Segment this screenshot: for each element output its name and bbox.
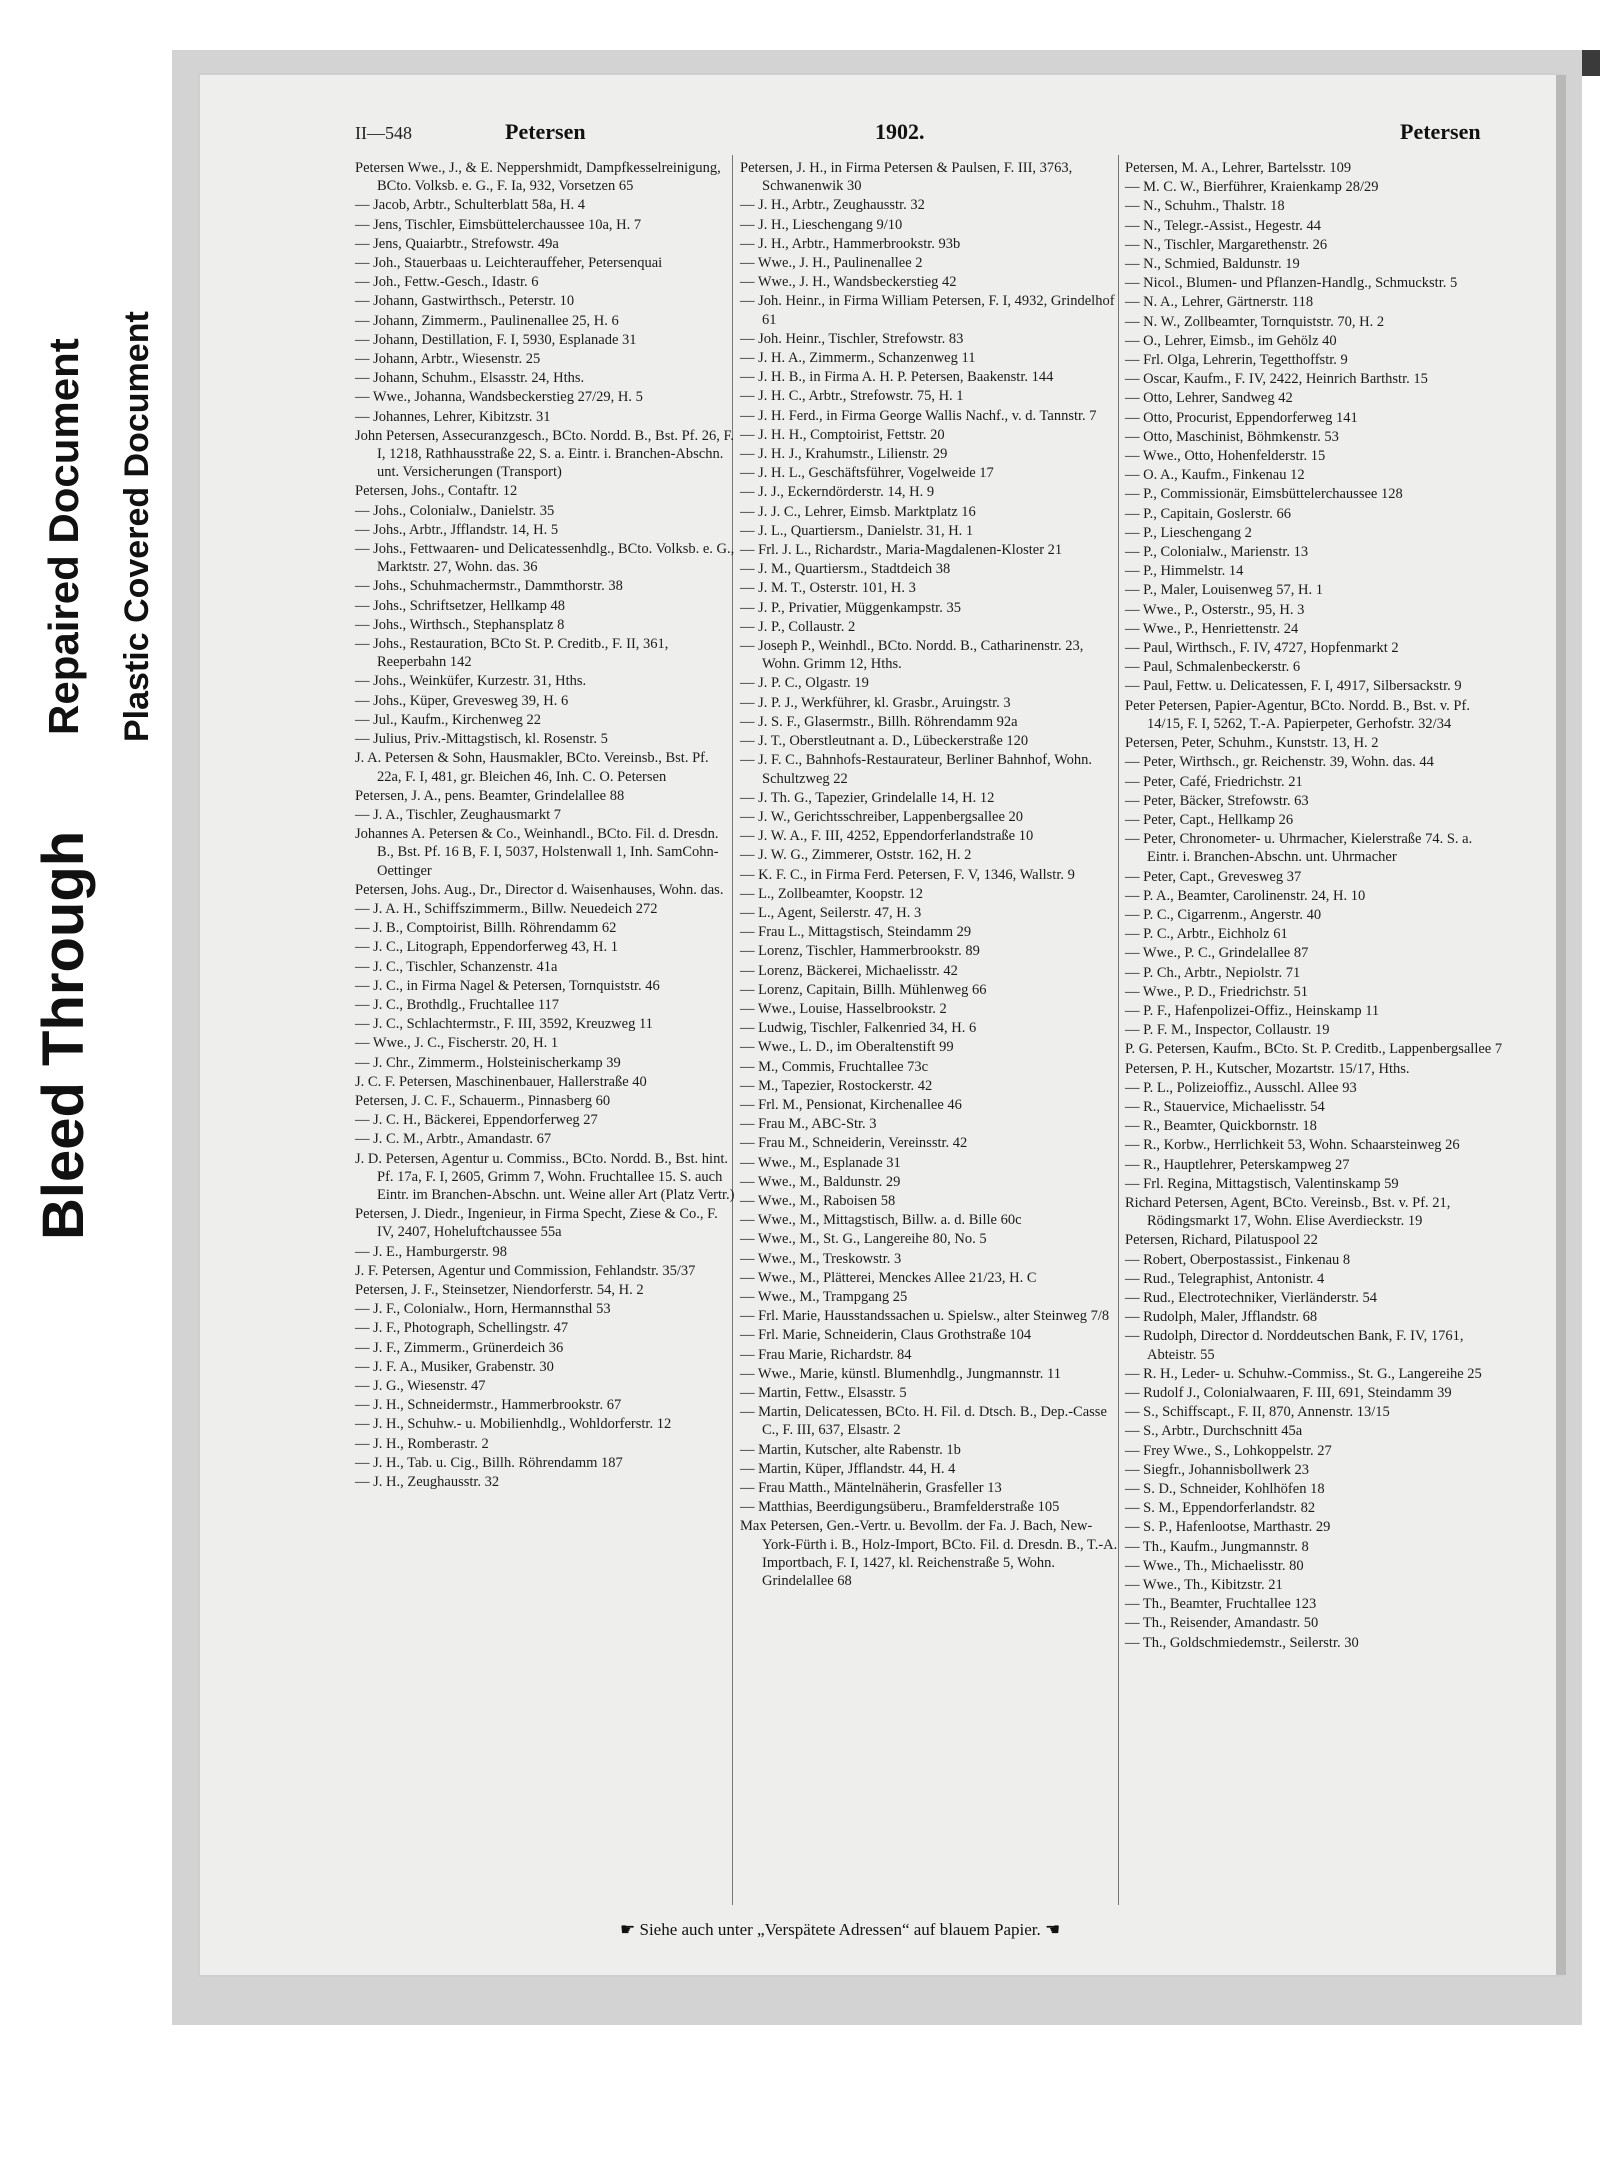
directory-entry: — J. J. C., Lehrer, Eimsb. Marktplatz 16	[740, 503, 976, 520]
directory-entry: — J. C., Brothdlg., Fruchtallee 117	[355, 996, 560, 1013]
directory-entry: — Johann, Destillation, F. I, 5930, Esplanade 31	[355, 331, 637, 348]
directory-entry: — P. C., Arbtr., Eichholz 61	[1125, 926, 1288, 943]
directory-entry: — Ludwig, Tischler, Falkenried 34, H. 6	[740, 1020, 977, 1037]
directory-entry: — Johs., Restauration, BCto St. P. Creditb., F. II, 361, Reeperbahn 142	[355, 636, 669, 671]
directory-entry: — J. H. H., Comptoirist, Fettstr. 20	[740, 426, 945, 443]
directory-entry: — Jens, Tischler, Eimsbüttelerchaussee 10a, H. 7	[355, 216, 642, 233]
directory-entry: — N. A., Lehrer, Gärtnerstr. 118	[1125, 294, 1314, 311]
directory-entry: Petersen, P. H., Kutscher, Mozartstr. 15/17, Hths.	[1125, 1060, 1410, 1077]
directory-entry: — J. E., Hamburgerstr. 98	[355, 1243, 507, 1260]
directory-entry: — M. C. W., Bierführer, Kraienkamp 28/29	[1125, 179, 1379, 196]
directory-entry: Petersen, J. Diedr., Ingenieur, in Firma Specht, Ziese & Co., F. IV, 2407, Hoheluftchaussee 55a	[355, 1206, 718, 1241]
directory-entry: — J. T., Oberstleutnant a. D., Lübeckerstraße 120	[740, 733, 1029, 750]
directory-entry: Petersen, J. F., Steinsetzer, Niendorferstr. 54, H. 2	[355, 1281, 644, 1298]
directory-entry: — J. W., Gerichtsschreiber, Lappenbergsallee 20	[740, 808, 1024, 825]
directory-entry: — R., Korbw., Herrlichkeit 53, Wohn. Schaarsteinweg 26	[1125, 1137, 1460, 1154]
directory-entry: — Johs., Arbtr., Jfflandstr. 14, H. 5	[355, 521, 559, 538]
directory-entry: — J. H., Zeughausstr. 32	[355, 1474, 500, 1491]
directory-entry: — Wwe., M., Baldunstr. 29	[740, 1173, 901, 1190]
directory-entry: — Th., Kaufm., Jungmannstr. 8	[1125, 1538, 1309, 1555]
directory-entry: — Joseph P., Weinhdl., BCto. Nordd. B., Catharinenstr. 23, Wohn. Grimm 12, Hths.	[740, 638, 1084, 673]
directory-entry: J. C. F. Petersen, Maschinenbauer, Hallerstraße 40	[355, 1073, 647, 1090]
directory-entry: — J. P. C., Olgastr. 19	[740, 675, 869, 692]
directory-entry: — Frl. M., Pensionat, Kirchenallee 46	[740, 1096, 962, 1113]
directory-entry: — P. C., Cigarrenm., Angerstr. 40	[1125, 906, 1322, 923]
directory-entry: — R., Stauervice, Michaelisstr. 54	[1125, 1098, 1325, 1115]
directory-entry: — Peter, Wirthsch., gr. Reichenstr. 39, Wohn. das. 44	[1125, 754, 1434, 771]
header-name-left: Petersen	[505, 119, 586, 144]
directory-entry: — Wwe., Otto, Hohenfelderstr. 15	[1125, 448, 1326, 465]
directory-entry: — S., Schiffscapt., F. II, 870, Annenstr. 13/15	[1125, 1404, 1390, 1421]
directory-entry: Petersen, Johs. Aug., Dr., Director d. Waisenhauses, Wohn. das.	[355, 881, 724, 898]
directory-entry: J. D. Petersen, Agentur u. Commiss., BCto. Nordd. B., Bst. hint. Pf. 17a, F. I, 2605, Grimm 7, Wohn. Fruchtallee 15. S. auch Eintr. im Branchen-Abschn. unt. Weine aller Art (Platz Vertr.)	[355, 1150, 735, 1203]
directory-entry: — Frl. Olga, Lehrerin, Tegetthoffstr. 9	[1125, 352, 1348, 369]
directory-entry: — P. Ch., Arbtr., Nepiolstr. 71	[1125, 964, 1301, 981]
directory-entry: — P. F. M., Inspector, Collaustr. 19	[1125, 1022, 1330, 1039]
directory-entry: — Johs., Küper, Grevesweg 39, H. 6	[355, 692, 569, 709]
header-name-right: Petersen	[1400, 119, 1481, 144]
directory-entry: — N., Schuhm., Thalstr. 18	[1125, 198, 1285, 215]
directory-entry: — Wwe., Louise, Hasselbrookstr. 2	[740, 1000, 947, 1017]
directory-page	[200, 75, 1560, 1975]
directory-entry: — N., Schmied, Baldunstr. 19	[1125, 256, 1300, 273]
directory-entry: — M., Commis, Fruchtallee 73c	[740, 1058, 929, 1075]
directory-entry: — Robert, Oberpostassist., Finkenau 8	[1125, 1251, 1351, 1268]
directory-entry: — Johann, Zimmerm., Paulinenallee 25, H. 6	[355, 312, 619, 329]
directory-entry: — Wwe., M., Treskowstr. 3	[740, 1250, 902, 1267]
directory-entry: — Wwe., Th., Michaelisstr. 80	[1125, 1557, 1304, 1574]
directory-entry: — J. P., Privatier, Müggenkampstr. 35	[740, 599, 961, 616]
directory-column-3	[1125, 159, 1505, 1653]
directory-entry: — J. Th. G., Tapezier, Grindelalle 14, H. 12	[740, 789, 995, 806]
directory-entry: J. A. Petersen & Sohn, Hausmakler, BCto. Vereinsb., Bst. Pf. 22a, F. I, 481, gr. Bleichen 46, Inh. C. O. Petersen	[355, 750, 709, 785]
directory-entry: — P., Capitain, Goslerstr. 66	[1125, 505, 1291, 522]
directory-entry: — J. H. Ferd., in Firma George Wallis Nachf., v. d. Tannstr. 7	[740, 407, 1097, 424]
directory-entry: — Johann, Gastwirthsch., Peterstr. 10	[355, 293, 575, 310]
directory-entry: Petersen, M. A., Lehrer, Bartelsstr. 109	[1125, 160, 1352, 176]
directory-entry: — Wwe., P., Osterstr., 95, H. 3	[1125, 601, 1305, 618]
directory-entry: — J. H., Arbtr., Hammerbrookstr. 93b	[740, 235, 961, 252]
directory-entry: — Th., Goldschmiedemstr., Seilerstr. 30	[1125, 1634, 1359, 1651]
directory-entry: — J. W. A., F. III, 4252, Eppendorferlandstraße 10	[740, 828, 1034, 845]
directory-entry: — J. B., Comptoirist, Billh. Röhrendamm 62	[355, 920, 617, 937]
directory-entry: — Frl. Marie, Hausstandssachen u. Spielsw., alter Steinweg 7/8	[740, 1308, 1110, 1325]
directory-entry: — L., Zollbeamter, Koopstr. 12	[740, 885, 924, 902]
directory-entry: — Johs., Schuhmachermstr., Dammthorstr. 38	[355, 578, 623, 595]
directory-entry: — Wwe., Johanna, Wandsbeckerstieg 27/29, H. 5	[355, 389, 643, 406]
directory-entry: — Frau M., Schneiderin, Vereinsstr. 42	[740, 1135, 968, 1152]
directory-entry: — S. M., Eppendorferlandstr. 82	[1125, 1500, 1316, 1517]
directory-entry: — Wwe., P. C., Grindelallee 87	[1125, 945, 1309, 962]
directory-entry: — J. M., Quartiersm., Stadtdeich 38	[740, 561, 951, 578]
directory-entry: — Frau L., Mittagstisch, Steindamm 29	[740, 924, 972, 941]
directory-entry: — J. W. G., Zimmerer, Oststr. 162, H. 2	[740, 847, 972, 864]
directory-entry: — M., Tapezier, Rostockerstr. 42	[740, 1077, 933, 1094]
directory-entry: J. F. Petersen, Agentur und Commission, Fehlandstr. 35/37	[355, 1262, 696, 1279]
directory-entry: — Rud., Telegraphist, Antonistr. 4	[1125, 1270, 1325, 1287]
directory-entry: — Lorenz, Tischler, Hammerbrookstr. 89	[740, 943, 980, 960]
page-number: II—548	[355, 123, 412, 143]
directory-entry: — Wwe., J. H., Wandsbeckerstieg 42	[740, 274, 957, 291]
directory-entry: — J. P., Collaustr. 2	[740, 618, 856, 635]
directory-entry: — J. H., Lieschengang 9/10	[740, 216, 903, 233]
directory-entry: — Johannes, Lehrer, Kibitzstr. 31	[355, 408, 551, 425]
directory-entry: — Th., Beamter, Fruchtallee 123	[1125, 1596, 1317, 1613]
directory-entry: — Johann, Schuhm., Elsasstr. 24, Hths.	[355, 370, 585, 387]
directory-entry: — J. H. A., Zimmerm., Schanzenweg 11	[740, 350, 976, 367]
directory-entry: Max Petersen, Gen.-Vertr. u. Bevollm. der Fa. J. Bach, New-York-Fürth i. B., Holz-Import, BCto. Fil. d. Dresdn. B., T.-A. Importbach, F. I, 1427, kl. Reichenstraße 5, Wohn. Grindelallee 68	[740, 1518, 1118, 1590]
directory-entry: — J. F., Zimmerm., Grünerdeich 36	[355, 1339, 564, 1356]
directory-entry: — J. H. J., Krahumstr., Lilienstr. 29	[740, 446, 948, 463]
directory-column-1	[355, 159, 735, 1492]
directory-entry: — R., Hauptlehrer, Peterskampweg 27	[1125, 1156, 1350, 1173]
directory-entry: — J. C., in Firma Nagel & Petersen, Tornquiststr. 46	[355, 977, 660, 994]
directory-entry: — Johs., Wirthsch., Stephansplatz 8	[355, 616, 565, 633]
directory-entry: — J. S. F., Glasermstr., Billh. Röhrendamm 92a	[740, 713, 1018, 730]
directory-entry: — Peter, Capt., Hellkamp 26	[1125, 811, 1294, 828]
directory-entry: — Siegfr., Johannisbollwerk 23	[1125, 1461, 1310, 1478]
directory-entry: — Nicol., Blumen- und Pflanzen-Handlg., Schmuckstr. 5	[1125, 275, 1458, 292]
directory-entry: Petersen, Richard, Pilatuspool 22	[1125, 1232, 1318, 1249]
directory-column-2	[740, 159, 1120, 1591]
directory-entry: — J. A. H., Schiffszimmerm., Billw. Neuedeich 272	[355, 900, 658, 917]
directory-entry: Petersen Wwe., J., & E. Neppershmidt, Dampfkesselreinigung, BCto. Volksb. e. G., F. Ia, 932, Vorsetzen 65	[355, 160, 721, 195]
directory-entry: — Wwe., P., Henriettenstr. 24	[1125, 620, 1299, 637]
directory-entry: — Jens, Quaiarbtr., Strefowstr. 49a	[355, 235, 559, 252]
directory-entry: — Frau M., ABC-Str. 3	[740, 1116, 877, 1133]
directory-entry: — J. C. M., Arbtr., Amandastr. 67	[355, 1131, 552, 1148]
header-year: 1902.	[875, 119, 925, 144]
directory-entry: — P. A., Beamter, Carolinenstr. 24, H. 10	[1125, 887, 1366, 904]
directory-entry: — Lorenz, Capitain, Billh. Mühlenweg 66	[740, 981, 987, 998]
annotation-labels	[0, 0, 170, 1400]
directory-entry: — J. C., Tischler, Schanzenstr. 41a	[355, 958, 558, 975]
directory-entry: — O. A., Kaufm., Finkenau 12	[1125, 467, 1305, 484]
directory-entry: — R. H., Leder- u. Schuhw.-Commiss., St. G., Langereihe 25	[1125, 1365, 1482, 1382]
directory-entry: — Paul, Fettw. u. Delicatessen, F. I, 4917, Silbersackstr. 9	[1125, 678, 1462, 695]
directory-entry: — Wwe., J. C., Fischerstr. 20, H. 1	[355, 1035, 559, 1052]
directory-entry: — Otto, Lehrer, Sandweg 42	[1125, 390, 1293, 407]
directory-entry: — J. H., Schneidermstr., Hammerbrookstr. 67	[355, 1397, 622, 1414]
directory-entry: — R., Beamter, Quickbornstr. 18	[1125, 1118, 1317, 1135]
directory-entry: — J. F. C., Bahnhofs-Restaurateur, Berliner Bahnhof, Wohn. Schultzweg 22	[740, 752, 1093, 787]
directory-entry: — Wwe., Marie, künstl. Blumenhdlg., Jungmannstr. 11	[740, 1365, 1061, 1382]
directory-entry: — N., Tischler, Margarethenstr. 26	[1125, 236, 1328, 253]
directory-entry: Johannes A. Petersen & Co., Weinhandl., BCto. Fil. d. Dresdn. B., Bst. Pf. 16 B, F. I, 5037, Holstenwall 1, Inh. SamCohn-Oettinger	[355, 826, 719, 879]
directory-entry: — J. L., Quartiersm., Danielstr. 31, H. 1	[740, 522, 974, 539]
directory-entry: Petersen, Johs., Contaftr. 12	[355, 483, 518, 500]
directory-entry: — Otto, Maschinist, Böhmkenstr. 53	[1125, 428, 1339, 445]
label-plastic-covered-document: Plastic Covered Document	[118, 311, 156, 742]
directory-entry: — Frl. J. L., Richardstr., Maria-Magdalenen-Kloster 21	[740, 542, 1063, 559]
directory-entry: — Lorenz, Bäckerei, Michaelisstr. 42	[740, 962, 958, 979]
directory-entry: — S. P., Hafenlootse, Marthastr. 29	[1125, 1519, 1331, 1536]
directory-entry: P. G. Petersen, Kaufm., BCto. St. P. Creditb., Lappenbergsallee 7	[1125, 1041, 1503, 1058]
directory-entry: — Frl. Marie, Schneiderin, Claus Grothstraße 104	[740, 1327, 1032, 1344]
directory-entry: — Joh. Heinr., in Firma William Petersen, F. I, 4932, Grindelhof 61	[740, 293, 1115, 328]
directory-entry: — J. H., Romberastr. 2	[355, 1435, 489, 1452]
directory-entry: — Peter, Chronometer- u. Uhrmacher, Kielerstraße 74. S. a. Eintr. i. Branchen-Abschn. unt. Uhrmacher	[1125, 831, 1473, 866]
directory-entry: — J. M. T., Osterstr. 101, H. 3	[740, 580, 916, 597]
directory-entry: — Peter, Capt., Grevesweg 37	[1125, 868, 1302, 885]
directory-entry: — Peter, Café, Friedrichstr. 21	[1125, 773, 1303, 790]
directory-entry: Petersen, J. C. F., Schauerm., Pinnasberg 60	[355, 1092, 611, 1109]
directory-entry: — J. F., Photograph, Schellingstr. 47	[355, 1320, 569, 1337]
directory-entry: — Jacob, Arbtr., Schulterblatt 58a, H. 4	[355, 197, 585, 214]
directory-entry: — Th., Reisender, Amandastr. 50	[1125, 1615, 1319, 1632]
directory-entry: — Peter, Bäcker, Strefowstr. 63	[1125, 792, 1309, 809]
directory-entry: — Oscar, Kaufm., F. IV, 2422, Heinrich Barthstr. 15	[1125, 371, 1428, 388]
footer-note: ☛ Siehe auch unter „Verspätete Adressen“ auf blauem Papier. ☚	[620, 1920, 1061, 1939]
directory-entry: — L., Agent, Seilerstr. 47, H. 3	[740, 904, 922, 921]
directory-entry: — Wwe., M., Mittagstisch, Billw. a. d. Bille 60c	[740, 1212, 1022, 1229]
directory-entry: — S. D., Schneider, Kohlhöfen 18	[1125, 1481, 1325, 1498]
directory-entry: — Martin, Fettw., Elsasstr. 5	[740, 1385, 907, 1401]
directory-entry: — J. H. L., Geschäftsführer, Vogelweide 17	[740, 465, 994, 482]
directory-entry: — Joh. Heinr., Tischler, Strefowstr. 83	[740, 330, 964, 347]
directory-entry: — J. C. H., Bäckerei, Eppendorferweg 27	[355, 1112, 598, 1129]
directory-entry: — Rudolph, Maler, Jfflandstr. 68	[1125, 1309, 1318, 1326]
directory-entry: — J. A., Tischler, Zeughausmarkt 7	[355, 806, 562, 823]
directory-entry: — Wwe., L. D., im Oberaltenstift 99	[740, 1039, 954, 1056]
directory-entry: John Petersen, Assecuranzgesch., BCto. Nordd. B., Bst. Pf. 26, F. I, 1218, Rathhausstraße 22, S. a. Eintr. i. Branchen-Abschn. unt. Versicherungen (Transport)	[355, 427, 735, 481]
directory-entry: — Wwe., M., Trampgang 25	[740, 1288, 908, 1305]
directory-entry: — P., Colonialw., Marienstr. 13	[1125, 544, 1309, 561]
directory-entry: — Frau Marie, Richardstr. 84	[740, 1346, 912, 1363]
directory-entry: — J. H., Arbtr., Zeughausstr. 32	[740, 197, 925, 214]
directory-entry: — Matthias, Beerdigungsüberu., Bramfelderstraße 105	[740, 1499, 1060, 1516]
directory-entry: — Frl. Regina, Mittagstisch, Valentinskamp 59	[1125, 1175, 1399, 1192]
directory-entry: — P., Commissionär, Eimsbüttelerchaussee 128	[1125, 486, 1403, 503]
directory-entry: — Paul, Wirthsch., F. IV, 4727, Hopfenmarkt 2	[1125, 640, 1399, 657]
directory-entry: — J. C., Schlachtermstr., F. III, 3592, Kreuzweg 11	[355, 1016, 653, 1033]
directory-entry: — Johs., Fettwaaren- und Delicatessenhdlg., BCto. Volksb. e. G., Marktstr. 27, Wohn. das. 36	[355, 541, 735, 576]
directory-entry: — Martin, Kutscher, alte Rabenstr. 1b	[740, 1441, 961, 1458]
directory-entry: — P. L., Polizeioffiz., Ausschl. Allee 93	[1125, 1079, 1357, 1096]
directory-entry: — Wwe., P. D., Friedrichstr. 51	[1125, 983, 1308, 1000]
directory-entry: — J. Chr., Zimmerm., Holsteinischerkamp 39	[355, 1054, 621, 1071]
directory-entry: — N., Telegr.-Assist., Hegestr. 44	[1125, 217, 1322, 234]
directory-entry: — Otto, Procurist, Eppendorferweg 141	[1125, 409, 1358, 426]
directory-entry: — Paul, Schmalenbeckerstr. 6	[1125, 659, 1301, 676]
directory-entry: — P., Maler, Louisenweg 57, H. 1	[1125, 582, 1323, 599]
directory-entry: Richard Petersen, Agent, BCto. Vereinsb., Bst. v. Pf. 21, Rödingsmarkt 17, Wohn. Elise Averdieckstr. 19	[1125, 1194, 1451, 1230]
directory-entry: — Wwe., M., St. G., Langereihe 80, No. 5	[740, 1231, 987, 1248]
label-bleed-through: Bleed Through	[31, 830, 96, 1240]
directory-entry: — J. H. B., in Firma A. H. P. Petersen, Baakenstr. 144	[740, 369, 1054, 386]
directory-entry: — Johann, Arbtr., Wiesenstr. 25	[355, 351, 541, 368]
directory-entry: — K. F. C., in Firma Ferd. Petersen, F. V, 1346, Wallstr. 9	[740, 866, 1075, 883]
directory-entry: — J. J., Eckerndörderstr. 14, H. 9	[740, 484, 935, 501]
label-repaired-document: Repaired Document	[40, 338, 87, 735]
directory-entry: — Jul., Kaufm., Kirchenweg 22	[355, 711, 542, 728]
directory-entry: — Joh., Stauerbaas u. Leichterauffeher, Petersenquai	[355, 255, 663, 272]
directory-entry: — S., Arbtr., Durchschnitt 45a	[1125, 1423, 1303, 1440]
directory-entry: — Wwe., J. H., Paulinenallee 2	[740, 255, 923, 272]
directory-entry: — J. P. J., Werkführer, kl. Grasbr., Aruingstr. 3	[740, 694, 1011, 711]
directory-entry: — Wwe., M., Plätterei, Menckes Allee 21/23, H. C	[740, 1269, 1037, 1286]
directory-entry: — Johs., Weinküfer, Kurzestr. 31, Hths.	[355, 673, 587, 690]
directory-entry: — J. F., Colonialw., Horn, Hermannsthal 53	[355, 1301, 611, 1318]
directory-entry: — Johs., Colonialw., Danielstr. 35	[355, 502, 555, 519]
directory-entry: Petersen, J. A., pens. Beamter, Grindelallee 88	[355, 787, 625, 804]
directory-entry: — Rudolf J., Colonialwaaren, F. III, 691, Steindamm 39	[1125, 1385, 1452, 1401]
directory-entry: — P., Lieschengang 2	[1125, 524, 1252, 541]
directory-entry: — Frau Matth., Mäntelnäherin, Grasfeller 13	[740, 1480, 1002, 1497]
directory-entry: — J. F. A., Musiker, Grabenstr. 30	[355, 1358, 554, 1375]
directory-entry: — Wwe., Th., Kibitzstr. 21	[1125, 1577, 1283, 1594]
directory-entry: — Rudolph, Director d. Norddeutschen Bank, F. IV, 1761, Abteistr. 55	[1125, 1328, 1464, 1363]
directory-entry: — J. C., Litograph, Eppendorferweg 43, H. 1	[355, 939, 618, 956]
directory-entry: Petersen, Peter, Schuhm., Kunststr. 13, H. 2	[1125, 735, 1379, 752]
directory-entry: — Rud., Electrotechniker, Vierländerstr. 54	[1125, 1289, 1377, 1306]
directory-entry: — Julius, Priv.-Mittagstisch, kl. Rosenstr. 5	[355, 731, 608, 748]
directory-entry: — Johs., Schriftsetzer, Hellkamp 48	[355, 597, 566, 614]
directory-entry: — P. F., Hafenpolizei-Offiz., Heinskamp 11	[1125, 1002, 1380, 1019]
directory-entry: Peter Petersen, Papier-Agentur, BCto. Nordd. B., Bst. v. Pf. 14/15, F. I, 5262, T.-A. Papierpeter, Gerhofstr. 32/34	[1125, 697, 1470, 732]
directory-entry: — N. W., Zollbeamter, Tornquiststr. 70, H. 2	[1125, 313, 1385, 330]
directory-entry: — J. H., Tab. u. Cig., Billh. Röhrendamm 187	[355, 1454, 623, 1471]
directory-entry: — Martin, Delicatessen, BCto. H. Fil. d. Dtsch. B., Dep.-Casse C., F. III, 637, Elsastr. 2	[740, 1404, 1107, 1439]
directory-entry: — J. G., Wiesenstr. 47	[355, 1378, 486, 1394]
directory-entry: — J. H., Schuhw.- u. Mobilienhdlg., Wohldorferstr. 12	[355, 1416, 672, 1433]
page-edge-shadow	[1556, 75, 1566, 1975]
directory-entry: — Wwe., M., Raboisen 58	[740, 1192, 896, 1209]
page-header	[355, 119, 1510, 149]
directory-entry: — O., Lehrer, Eimsb., im Gehölz 40	[1125, 332, 1337, 349]
directory-entry: — P., Himmelstr. 14	[1125, 563, 1244, 580]
directory-entry: — Frey Wwe., S., Lohkoppelstr. 27	[1125, 1442, 1332, 1459]
directory-entry: — Joh., Fettw.-Gesch., Idastr. 6	[355, 274, 539, 291]
directory-entry: — Wwe., M., Esplanade 31	[740, 1154, 901, 1171]
directory-entry: — J. H. C., Arbtr., Strefowstr. 75, H. 1	[740, 388, 964, 405]
directory-entry: — Martin, Küper, Jfflandstr. 44, H. 4	[740, 1460, 956, 1477]
directory-entry: Petersen, J. H., in Firma Petersen & Paulsen, F. III, 3763, Schwanenwik 30	[740, 160, 1073, 195]
